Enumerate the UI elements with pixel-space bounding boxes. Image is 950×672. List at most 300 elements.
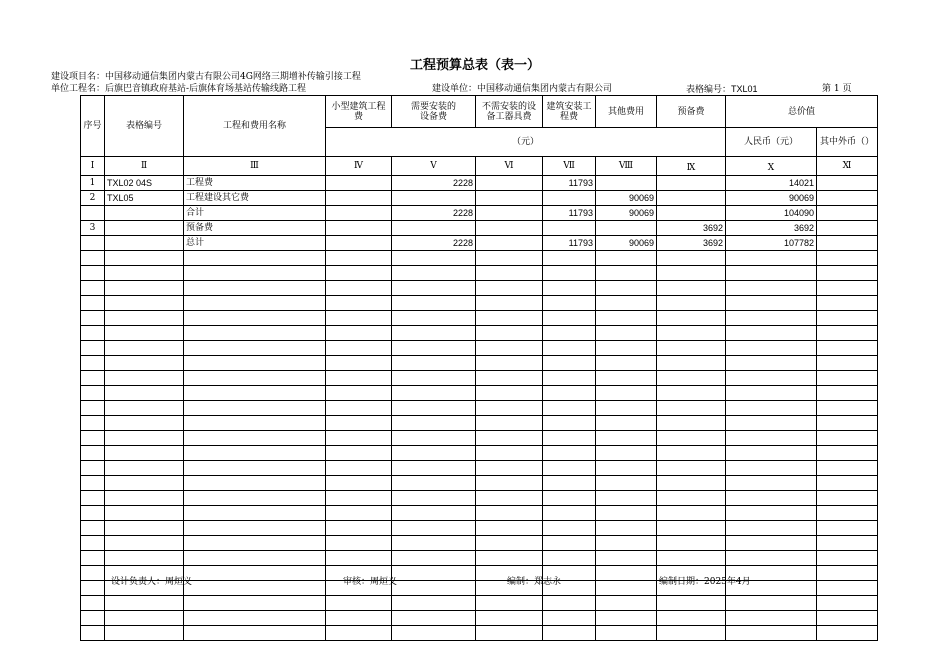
- cell-foreign: [817, 581, 878, 596]
- cell-seq: [81, 431, 105, 446]
- cell-reserve: [657, 386, 726, 401]
- cell-small-building: [326, 221, 392, 236]
- cell-rmb: [726, 356, 817, 371]
- cell-rmb: [726, 311, 817, 326]
- cell-small-building: [326, 341, 392, 356]
- table-row: [81, 416, 878, 431]
- cell-other: [596, 401, 657, 416]
- cell-rmb: [726, 551, 817, 566]
- cell-equipment-install: [392, 551, 476, 566]
- cell-other: [596, 311, 657, 326]
- cell-other: [596, 446, 657, 461]
- cell-rmb: 104090: [726, 206, 817, 221]
- header-unit-yuan: （元）: [326, 128, 726, 157]
- cell-rmb: [726, 461, 817, 476]
- cell-seq: [81, 596, 105, 611]
- cell-reserve: [657, 356, 726, 371]
- cell-build-install: 11793: [543, 206, 596, 221]
- roman-4: Ⅳ: [326, 157, 392, 176]
- cell-other: [596, 581, 657, 596]
- cell-foreign: [817, 626, 878, 641]
- cell-seq: [81, 566, 105, 581]
- cell-build-install: [543, 431, 596, 446]
- cell-no-install: [476, 446, 543, 461]
- cell-reserve: [657, 446, 726, 461]
- cell-rmb: [726, 266, 817, 281]
- cell-cost-name: [184, 341, 326, 356]
- cell-other: [596, 341, 657, 356]
- cell-other: [596, 431, 657, 446]
- header-total-value: 总价值: [726, 96, 878, 128]
- cell-small-building: [326, 206, 392, 221]
- cell-rmb: [726, 251, 817, 266]
- table-row: [81, 191, 878, 206]
- page-number: 第 1 页: [822, 84, 852, 94]
- cell-foreign: [817, 281, 878, 296]
- cell-equipment-install: [392, 431, 476, 446]
- cell-small-building: [326, 626, 392, 641]
- cell-build-install: [543, 341, 596, 356]
- cell-other: [596, 506, 657, 521]
- cell-form-no: [105, 236, 184, 251]
- cell-reserve: [657, 206, 726, 221]
- cell-other: [596, 551, 657, 566]
- cell-no-install: [476, 221, 543, 236]
- header-seq: 序号: [81, 96, 105, 157]
- table-row: [81, 596, 878, 611]
- table-row: [81, 266, 878, 281]
- cell-small-building: [326, 521, 392, 536]
- cell-other: [596, 476, 657, 491]
- cell-no-install: [476, 491, 543, 506]
- cell-foreign: [817, 311, 878, 326]
- table-row: [81, 536, 878, 551]
- cell-rmb: [726, 431, 817, 446]
- cell-seq: [81, 251, 105, 266]
- cell-build-install: [543, 506, 596, 521]
- cell-equipment-install: [392, 296, 476, 311]
- cell-no-install: [476, 506, 543, 521]
- cell-equipment-install: [392, 521, 476, 536]
- cell-foreign: [817, 236, 878, 251]
- roman-10: Ⅹ: [726, 157, 817, 176]
- cell-reserve: [657, 596, 726, 611]
- cell-no-install: [476, 461, 543, 476]
- cell-form-no: [105, 431, 184, 446]
- table-row: [81, 491, 878, 506]
- cell-cost-name: 工程费: [184, 176, 326, 191]
- cell-seq: [81, 521, 105, 536]
- cell-other: [596, 356, 657, 371]
- project-line: [51, 72, 361, 82]
- cell-form-no: [105, 281, 184, 296]
- header-foreign-currency: 其中外币（）: [817, 128, 878, 157]
- cell-build-install: [543, 371, 596, 386]
- cell-other: [596, 521, 657, 536]
- cell-equipment-install: 2228: [392, 176, 476, 191]
- roman-7: Ⅶ: [543, 157, 596, 176]
- footer-designer: 设计负责人：周烜义: [111, 577, 193, 587]
- cell-form-no: [105, 356, 184, 371]
- footer-reviewer: 审核：周烜义: [343, 577, 398, 587]
- cell-reserve: [657, 266, 726, 281]
- cell-form-no: [105, 491, 184, 506]
- cell-small-building: [326, 536, 392, 551]
- cell-foreign: [817, 206, 878, 221]
- table-row: [81, 341, 878, 356]
- cell-reserve: [657, 296, 726, 311]
- cell-rmb: [726, 476, 817, 491]
- cell-cost-name: [184, 431, 326, 446]
- cell-equipment-install: [392, 341, 476, 356]
- roman-8: Ⅷ: [596, 157, 657, 176]
- cell-build-install: [543, 521, 596, 536]
- table-row: [81, 221, 878, 236]
- cell-reserve: [657, 476, 726, 491]
- cell-equipment-install: [392, 536, 476, 551]
- cell-other: [596, 221, 657, 236]
- table-row: [81, 371, 878, 386]
- cell-small-building: [326, 266, 392, 281]
- cell-seq: [81, 536, 105, 551]
- cell-equipment-install: [392, 626, 476, 641]
- cell-no-install: [476, 311, 543, 326]
- table-row: [81, 356, 878, 371]
- cell-seq: 2: [81, 191, 105, 206]
- roman-2: Ⅱ: [105, 157, 184, 176]
- table-row: [81, 326, 878, 341]
- footer-compiler: 编制：郑志永: [507, 577, 562, 587]
- cell-rmb: [726, 626, 817, 641]
- table-row: [81, 476, 878, 491]
- table-row: [81, 281, 878, 296]
- cell-reserve: 3692: [657, 221, 726, 236]
- unit-project-line: [51, 84, 306, 94]
- cell-seq: [81, 281, 105, 296]
- unit-project-name: 后旗巴音镇政府基站-后旗体育场基站传输线路工程: [105, 84, 307, 94]
- cell-seq: [81, 311, 105, 326]
- cell-rmb: [726, 611, 817, 626]
- cell-foreign: [817, 596, 878, 611]
- form-number-line: [686, 84, 758, 95]
- footer-date: 编制日期：2025年4月: [659, 577, 751, 587]
- cell-other: [596, 176, 657, 191]
- cell-foreign: [817, 341, 878, 356]
- cell-build-install: 11793: [543, 236, 596, 251]
- table-row: [81, 611, 878, 626]
- cell-reserve: [657, 491, 726, 506]
- cell-small-building: [326, 191, 392, 206]
- cell-cost-name: [184, 386, 326, 401]
- cell-cost-name: [184, 311, 326, 326]
- table-row: [81, 446, 878, 461]
- cell-rmb: [726, 416, 817, 431]
- roman-9: Ⅸ: [657, 157, 726, 176]
- cell-seq: [81, 266, 105, 281]
- cell-other: [596, 461, 657, 476]
- cell-rmb: [726, 296, 817, 311]
- cell-equipment-install: [392, 581, 476, 596]
- cell-small-building: [326, 476, 392, 491]
- cell-small-building: [326, 236, 392, 251]
- cell-foreign: [817, 251, 878, 266]
- cell-small-building: [326, 311, 392, 326]
- header-build-install: 建筑安装工程费: [543, 96, 596, 128]
- cell-small-building: [326, 596, 392, 611]
- cell-reserve: [657, 431, 726, 446]
- table-row: [81, 386, 878, 401]
- cell-cost-name: [184, 371, 326, 386]
- cell-form-no: [105, 461, 184, 476]
- cell-equipment-install: [392, 311, 476, 326]
- cell-form-no: [105, 326, 184, 341]
- header-small-building: 小型建筑工程费: [326, 96, 392, 128]
- cell-equipment-install: [392, 251, 476, 266]
- cell-cost-name: [184, 551, 326, 566]
- cell-foreign: [817, 296, 878, 311]
- cell-equipment-install: [392, 476, 476, 491]
- table-row: [81, 206, 878, 221]
- cell-rmb: [726, 371, 817, 386]
- cell-other: 90069: [596, 191, 657, 206]
- cell-reserve: [657, 311, 726, 326]
- cell-no-install: [476, 476, 543, 491]
- cell-cost-name: [184, 281, 326, 296]
- cell-other: [596, 266, 657, 281]
- cell-foreign: [817, 191, 878, 206]
- cell-build-install: [543, 191, 596, 206]
- header-cost-name: 工程和费用名称: [184, 96, 326, 157]
- cell-foreign: [817, 356, 878, 371]
- cell-reserve: [657, 611, 726, 626]
- cell-reserve: 3692: [657, 236, 726, 251]
- cell-cost-name: [184, 626, 326, 641]
- cell-cost-name: 总计: [184, 236, 326, 251]
- cell-seq: [81, 551, 105, 566]
- cell-equipment-install: [392, 326, 476, 341]
- cell-equipment-install: [392, 461, 476, 476]
- cell-small-building: [326, 431, 392, 446]
- roman-11: Ⅺ: [817, 157, 878, 176]
- cell-equipment-install: [392, 596, 476, 611]
- cell-build-install: 11793: [543, 176, 596, 191]
- cell-equipment-install: [392, 281, 476, 296]
- cell-form-no: [105, 341, 184, 356]
- cell-build-install: [543, 551, 596, 566]
- cell-seq: [81, 296, 105, 311]
- cell-reserve: [657, 401, 726, 416]
- cell-foreign: [817, 536, 878, 551]
- cell-form-no: [105, 251, 184, 266]
- cell-build-install: [543, 296, 596, 311]
- cell-small-building: [326, 356, 392, 371]
- cell-seq: [81, 326, 105, 341]
- cell-equipment-install: [392, 401, 476, 416]
- cell-cost-name: [184, 356, 326, 371]
- cell-foreign: [817, 521, 878, 536]
- cell-no-install: [476, 401, 543, 416]
- cell-build-install: [543, 446, 596, 461]
- cell-other: 90069: [596, 206, 657, 221]
- budget-summary-table: [80, 95, 878, 641]
- table-title: 工程预算总表（表一）: [409, 58, 540, 73]
- table-row: [81, 311, 878, 326]
- cell-seq: [81, 371, 105, 386]
- cell-form-no: [105, 266, 184, 281]
- cell-build-install: [543, 356, 596, 371]
- cell-foreign: [817, 461, 878, 476]
- header-rmb: 人民币（元）: [726, 128, 817, 157]
- cell-rmb: [726, 281, 817, 296]
- cell-rmb: 107782: [726, 236, 817, 251]
- roman-3: Ⅲ: [184, 157, 326, 176]
- table-row: [81, 581, 878, 596]
- cell-other: [596, 491, 657, 506]
- table-row: [81, 626, 878, 641]
- cell-foreign: [817, 431, 878, 446]
- cell-rmb: [726, 506, 817, 521]
- cell-small-building: [326, 386, 392, 401]
- cell-form-no: [105, 536, 184, 551]
- cell-build-install: [543, 491, 596, 506]
- builder-name: 中国移动通信集团内蒙古有限公司: [477, 84, 613, 94]
- cell-build-install: [543, 311, 596, 326]
- cell-equipment-install: [392, 266, 476, 281]
- cell-seq: [81, 491, 105, 506]
- cell-small-building: [326, 401, 392, 416]
- cell-seq: [81, 416, 105, 431]
- header-form-no: 表格编号: [105, 96, 184, 157]
- roman-numeral-row: [81, 157, 878, 176]
- cell-foreign: [817, 476, 878, 491]
- cell-foreign: [817, 611, 878, 626]
- cell-no-install: [476, 341, 543, 356]
- cell-other: [596, 611, 657, 626]
- cell-reserve: [657, 551, 726, 566]
- cell-other: 90069: [596, 236, 657, 251]
- table-row: [81, 551, 878, 566]
- header-equipment-install: 需要安装的设备费: [392, 96, 476, 128]
- cell-small-building: [326, 371, 392, 386]
- cell-cost-name: [184, 416, 326, 431]
- header-no-install: 不需安装的设备工器具费: [476, 96, 543, 128]
- cell-form-no: [105, 506, 184, 521]
- cell-form-no: [105, 626, 184, 641]
- cell-build-install: [543, 281, 596, 296]
- cell-form-no: [105, 206, 184, 221]
- cell-reserve: [657, 371, 726, 386]
- cell-foreign: [817, 176, 878, 191]
- cell-small-building: [326, 446, 392, 461]
- cell-reserve: [657, 536, 726, 551]
- cell-cost-name: [184, 536, 326, 551]
- cell-rmb: [726, 521, 817, 536]
- cell-rmb: 3692: [726, 221, 817, 236]
- cell-cost-name: [184, 251, 326, 266]
- cell-rmb: [726, 536, 817, 551]
- cell-no-install: [476, 371, 543, 386]
- cell-cost-name: [184, 566, 326, 581]
- cell-small-building: [326, 461, 392, 476]
- cell-small-building: [326, 491, 392, 506]
- cell-cost-name: [184, 326, 326, 341]
- cell-build-install: [543, 476, 596, 491]
- cell-rmb: [726, 446, 817, 461]
- cell-no-install: [476, 266, 543, 281]
- cell-no-install: [476, 326, 543, 341]
- cell-other: [596, 566, 657, 581]
- roman-1: Ⅰ: [81, 157, 105, 176]
- cell-build-install: [543, 386, 596, 401]
- cell-reserve: [657, 521, 726, 536]
- cell-build-install: [543, 626, 596, 641]
- cell-form-no: [105, 311, 184, 326]
- cell-small-building: [326, 551, 392, 566]
- header-reserve: 预备费: [657, 96, 726, 128]
- cell-no-install: [476, 521, 543, 536]
- cell-reserve: [657, 176, 726, 191]
- cell-no-install: [476, 626, 543, 641]
- cell-build-install: [543, 596, 596, 611]
- cell-seq: [81, 611, 105, 626]
- cell-small-building: [326, 176, 392, 191]
- cell-build-install: [543, 401, 596, 416]
- cell-seq: [81, 476, 105, 491]
- cell-other: [596, 416, 657, 431]
- cell-form-no: [105, 416, 184, 431]
- cell-cost-name: [184, 506, 326, 521]
- cell-other: [596, 596, 657, 611]
- cell-equipment-install: [392, 446, 476, 461]
- cell-other: [596, 281, 657, 296]
- cell-reserve: [657, 341, 726, 356]
- cell-build-install: [543, 251, 596, 266]
- cell-form-no: [105, 401, 184, 416]
- cell-no-install: [476, 416, 543, 431]
- cell-foreign: [817, 386, 878, 401]
- cell-cost-name: [184, 461, 326, 476]
- cell-seq: 3: [81, 221, 105, 236]
- table-row: [81, 521, 878, 536]
- header-row-1: [81, 96, 878, 128]
- cell-reserve: [657, 191, 726, 206]
- project-label: 建设项目名：: [51, 72, 106, 82]
- table-row: [81, 401, 878, 416]
- cell-no-install: [476, 251, 543, 266]
- table-row: [81, 296, 878, 311]
- cell-rmb: 14021: [726, 176, 817, 191]
- project-name: 中国移动通信集团内蒙古有限公司4G网络三期增补传输引接工程: [105, 72, 361, 82]
- cell-seq: [81, 461, 105, 476]
- builder-line: [432, 84, 612, 94]
- cell-reserve: [657, 281, 726, 296]
- cell-small-building: [326, 611, 392, 626]
- cell-form-no: [105, 476, 184, 491]
- cell-equipment-install: [392, 506, 476, 521]
- cell-small-building: [326, 281, 392, 296]
- cell-equipment-install: [392, 356, 476, 371]
- header-other: 其他费用: [596, 96, 657, 128]
- cell-reserve: [657, 626, 726, 641]
- cell-build-install: [543, 461, 596, 476]
- cell-small-building: [326, 326, 392, 341]
- cell-other: [596, 626, 657, 641]
- cell-equipment-install: 2228: [392, 206, 476, 221]
- form-number-label: 表格编号：: [686, 85, 732, 95]
- cell-small-building: [326, 416, 392, 431]
- cell-cost-name: [184, 581, 326, 596]
- cell-no-install: [476, 356, 543, 371]
